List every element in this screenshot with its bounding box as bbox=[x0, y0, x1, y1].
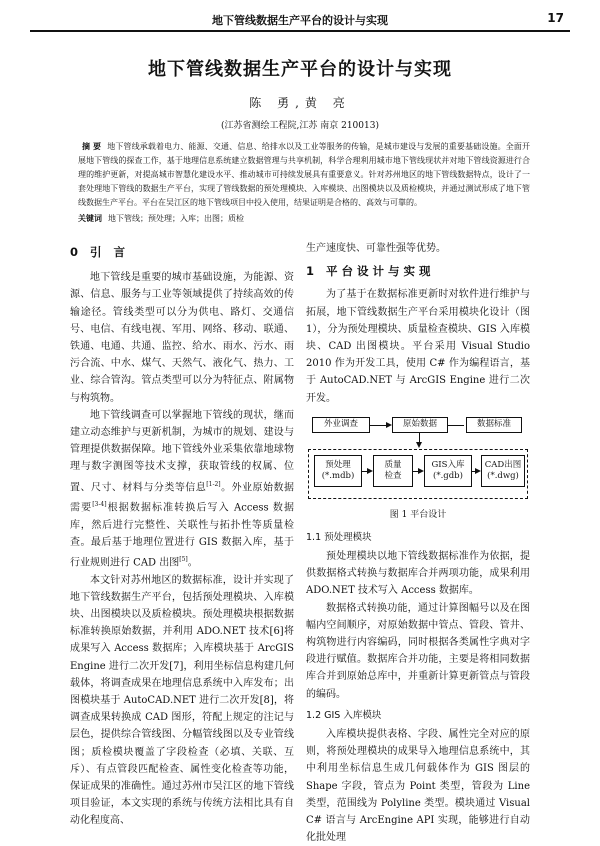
raw-data-box: 原始数据 bbox=[392, 417, 448, 433]
citation: [1-2] bbox=[206, 480, 221, 488]
paper-authors: 陈 勇,黄 亮 bbox=[249, 96, 351, 110]
left-column bbox=[70, 240, 294, 830]
intro-paragraph-2: 地下管线调查可以掌握地下管线的现状，继而建立动态维护与更新机制，为城市的规划、建设与管理提供数据保障。地下管线外业采集依靠地球物理与数字测图等技术支撑，获取管线的权属、位置、尺寸、材料与分类等信息[1-2]。外业原始数据需要[3-4]根据数据标准转换后写入 Access 数据库，然后进行完整性、关联性与拓扑性等质量检查。最后基于地理位置进行 GIS 数据入库，基于行业规则进行 CAD 出图[5]。 bbox=[70, 409, 295, 569]
paper-affiliation: (江苏省测绘工程院,江苏 南京 210013) bbox=[221, 121, 379, 131]
subsection-1-2-heading: 1.2 GIS 入库模块 bbox=[306, 709, 382, 721]
running-title: 地下管线数据生产平台的设计与实现 bbox=[212, 14, 388, 27]
abstract-label: 摘 要 bbox=[82, 142, 102, 151]
section-1-paragraph: 为了基于在数据标准更新时对软件进行维护与拓展，地下管线数据生产平台采用模块化设计（图 1），分为预处理模块、质量检查模块、GIS 入库模块、CAD 出图模块。平台采用 Visual Studio 2010 作为开发工具，使用 C# 作为编程语言，基于 AutoCAD.NET 与 ArcGIS Engine 进行二次开发。 bbox=[306, 289, 530, 404]
keywords-label: 关键词 bbox=[78, 214, 102, 223]
subsection-1-1-paragraph-1: 预处理模块以地下管线数据标准作为依据，提供数据格式转换与数据库合并两项功能，成果利用 ADO.NET 技术写入 Access 数据库。 bbox=[306, 551, 530, 597]
preprocess-box: 预处理 (*.mdb) bbox=[314, 455, 362, 487]
abstract-text: 地下管线承载着电力、能源、交通、信息、给排水以及工业等服务的传输，是城市建设与发展的重要基础设施。全面开展地下管线的探查工作，基于地理信息系统建立数据管理与共享机制，科学合理利用城市地下管线现状并对地下管线资源进行合理的维护更新，对提高城市智慧化建设水平、推动城市可持续发展具有重要意义。针对苏州地区的地下管线数据特点，设计了一套处理地下管线的数据生产平台，实现了管线数据的预处理模块、入库模块、出图模块以及质检模块，并通过测试形成了地下管线数据生产平台。平台在吴江区的地下管线项目中投入使用，结果证明是合格的、高效与可靠的。 bbox=[78, 142, 530, 207]
intro-paragraph-1: 地下管线是重要的城市基础设施，为能源、资源、信息、服务与工业等领域提供了持续高效的传输途径。管线类型可以分为供电、路灯、交通信号、电信、有线电视、军用、网络、移动、联通、铁通、电通、共通、监控、给水、雨水、污水、雨污合流、中水、煤气、天然气、液化气、热力、工业、综合管沟。管点类型可以分为特征点、附属物与构筑物。 bbox=[70, 272, 294, 404]
subsection-1-2-paragraph-1: 入库模块提供表格、字段、属性完全对应的原则，将预处理模块的成果导入地理信息系统中，其中利用坐标信息生成几何载体作为 GIS 图层的 Shape 字段，管点为 Point 类型，管段为 Line 类型，范围线为 Polyline 类型。模块通过 Visual C# 语言与 ArcEngine API 实现，能够进行自动化批处理 bbox=[306, 729, 530, 844]
abstract bbox=[78, 140, 530, 210]
citation: [5] bbox=[179, 556, 188, 564]
paper-title: 地下管线数据生产平台的设计与实现 bbox=[148, 59, 452, 80]
right-column bbox=[306, 240, 530, 846]
subsection-1-1-paragraph-2: 数据格式转换功能，通过计算图幅号以及在图幅内空间顺序，对原始数据中管点、管段、管井、构筑物进行内容编码，同时根据各类属性字典对字段进行赋值。数据库合并功能，主要是将相同数据库合并到原始总库中，并重新计算更新管点与管段的编码。 bbox=[306, 602, 530, 700]
running-header bbox=[30, 8, 570, 32]
section-0-heading: 0 引 言 bbox=[70, 245, 130, 259]
data-standard-box: 数据标准 bbox=[466, 417, 522, 433]
field-survey-box: 外业调查 bbox=[312, 417, 370, 433]
section-1-heading: 1 平台设计与实现 bbox=[306, 264, 435, 279]
cad-output-box: CAD出图 (*.dwg) bbox=[481, 455, 525, 487]
keywords-text: 地下管线；预处理；入库；出图；质检 bbox=[108, 214, 244, 223]
keywords bbox=[78, 212, 530, 226]
intro-paragraph-3: 本文针对苏州地区的数据标准，设计并实现了地下管线数据生产平台，包括预处理模块、入库模块、出图模块以及质检模块。预处理模块根据数据标准转换原始数据，并利用 ADO.NET 技术[6]将成果写入 Access 数据库；入库模块基于 ArcGIS Engine 进行二次开发[7]，利用坐标信息构建几何载体，将调查成果在地理信息系统中入库发布；出图模块基于 AutoCAD.NET 进行二次开发[8]，将调查成果转换成 CAD 图形，符配上规定的注记与层色，提供综合管线图、分幅管线图以及专业管线图；质检模块覆盖了字段检查（必填、关联、互斥）、有点管段匹配检查、属性变化检查等功能，保证成果的准确性。通过苏州市吴江区的地下管线项目验证，本文实现的系统与传统方法相比具有自动化程度高、 bbox=[70, 574, 294, 827]
page-number: 17 bbox=[547, 11, 564, 25]
continued-text: 生产速度快、可靠性强等优势。 bbox=[306, 243, 446, 254]
figure-1-caption: 图 1 平台设计 bbox=[389, 509, 447, 520]
figure-1 bbox=[306, 413, 530, 525]
subsection-1-1-heading: 1.1 预处理模块 bbox=[306, 531, 372, 543]
gis-storage-box: GIS入库 (*.gdb) bbox=[424, 455, 472, 487]
citation: [3-4] bbox=[92, 501, 107, 509]
quality-check-box: 质量 检查 bbox=[373, 455, 413, 487]
